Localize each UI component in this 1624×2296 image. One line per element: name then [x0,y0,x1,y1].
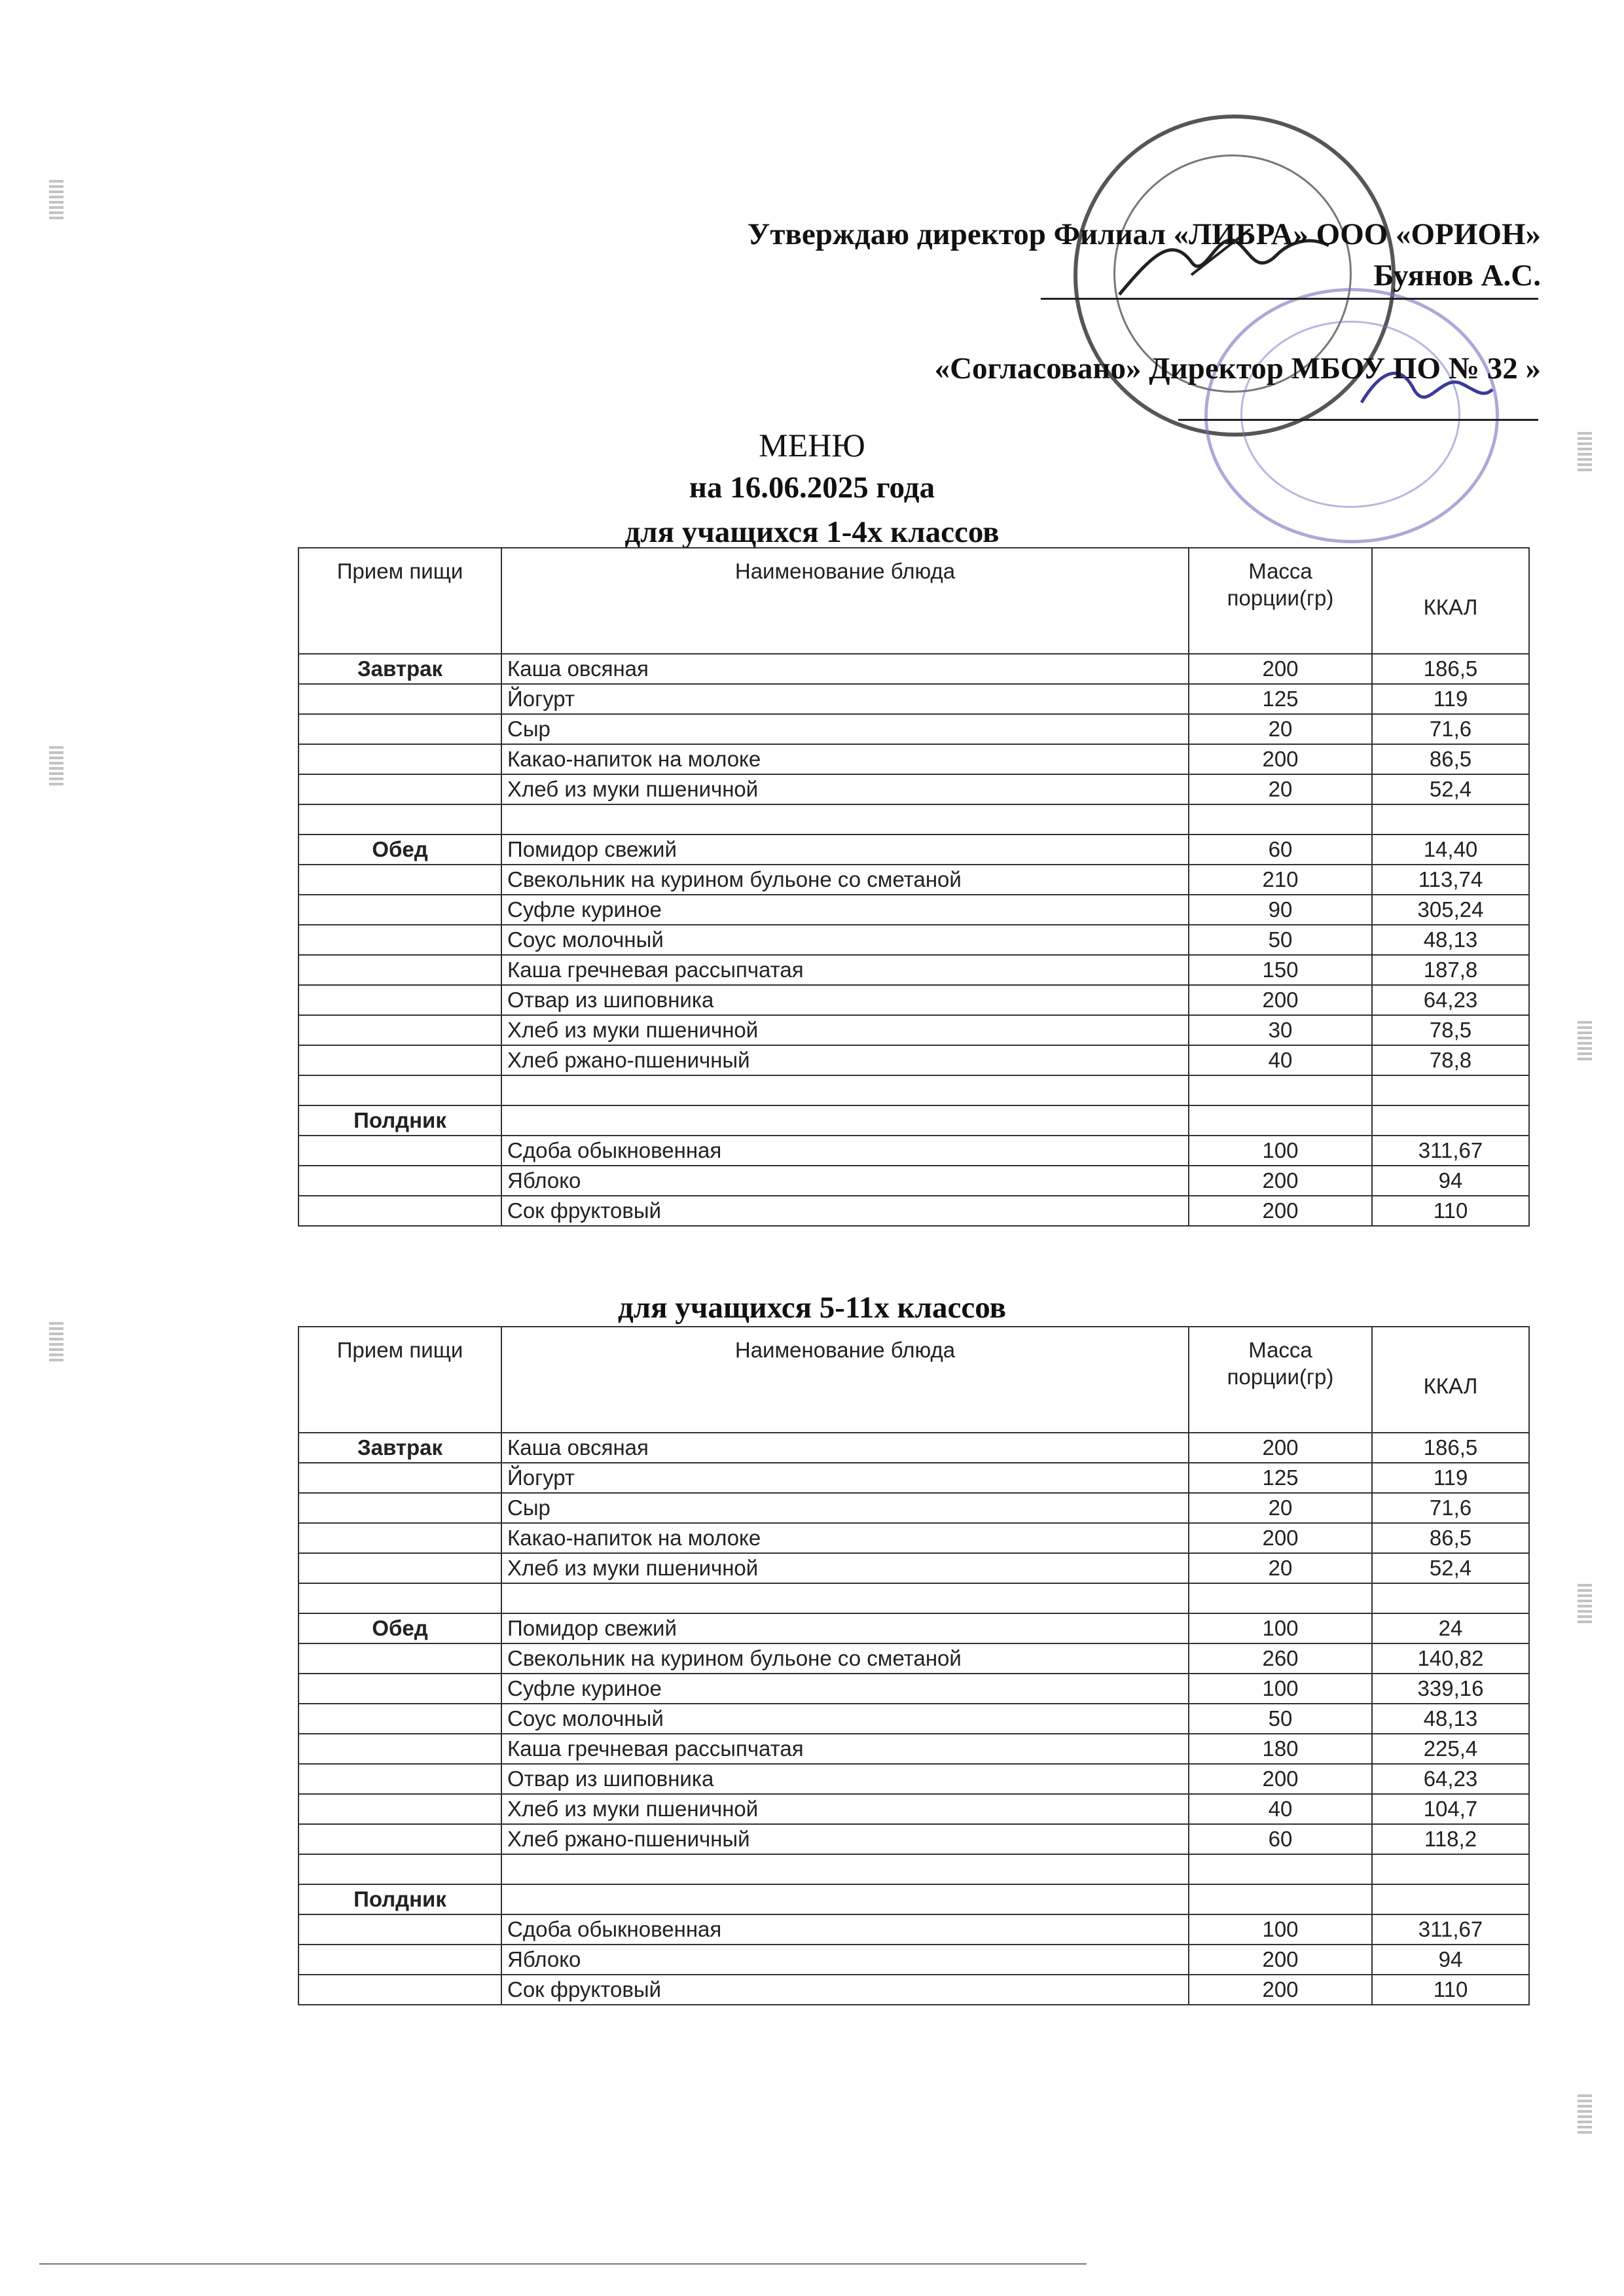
dish-cell: Хлеб ржано-пшеничный [501,1824,1189,1854]
scan-artifact [1578,1021,1592,1060]
portion-cell [1189,1075,1372,1105]
meal-cell [298,1553,501,1583]
kcal-cell: 305,24 [1372,895,1529,925]
table-row [298,1075,1529,1105]
kcal-cell: 86,5 [1372,1523,1529,1553]
scan-artifact [49,1322,63,1361]
kcal-cell: 186,5 [1372,1433,1529,1463]
portion-cell: 200 [1189,1196,1372,1226]
dish-cell: Сдоба обыкновенная [501,1914,1189,1945]
table-row [298,1643,1529,1674]
dish-cell: Каша гречневая рассыпчатая [501,955,1189,985]
portion-cell: 150 [1189,955,1372,985]
section-title-grades-5-11: для учащихся 5-11х классов [618,1291,1006,1325]
portion-cell: 60 [1189,1824,1372,1854]
table-row [298,1583,1529,1613]
portion-cell: 260 [1189,1643,1372,1674]
kcal-cell: 119 [1372,684,1529,714]
portion-cell: 200 [1189,1945,1372,1975]
portion-cell: 100 [1189,1914,1372,1945]
menu-title: МЕНЮ [759,427,865,463]
portion-cell [1189,1854,1372,1884]
kcal-cell: 113,74 [1372,865,1529,895]
table-row [298,1553,1529,1583]
portion-cell: 100 [1189,1674,1372,1704]
scan-artifact [1578,2094,1592,2134]
kcal-cell [1372,1583,1529,1613]
kcal-cell: 110 [1372,1196,1529,1226]
meal-cell: Завтрак [298,654,501,684]
dish-cell [501,1105,1189,1136]
meal-cell [298,1463,501,1493]
kcal-cell: 52,4 [1372,1553,1529,1583]
table-row [298,955,1529,985]
table-row [298,1945,1529,1975]
dish-cell: Соус молочный [501,925,1189,955]
dish-cell: Яблоко [501,1945,1189,1975]
dish-cell: Сдоба обыкновенная [501,1136,1189,1166]
kcal-cell: 140,82 [1372,1643,1529,1674]
page-footer-line [39,2263,1087,2265]
meal-cell [298,744,501,774]
table-row [298,1704,1529,1734]
dish-cell: Свекольник на курином бульоне со сметаной [501,865,1189,895]
portion-cell: 50 [1189,925,1372,955]
kcal-cell: 78,5 [1372,1015,1529,1045]
dish-cell: Йогурт [501,1463,1189,1493]
dish-cell: Каша гречневая рассыпчатая [501,1734,1189,1764]
approval-line: Утверждаю директор Филиал «ЛИБРА» ООО «ОРИОН» [747,217,1541,251]
column-header-portion: Масса порции(гр) [1189,548,1372,654]
dish-cell: Отвар из шиповника [501,1764,1189,1794]
meal-cell [298,1196,501,1226]
table-row [298,1166,1529,1196]
meal-cell [298,1945,501,1975]
dish-cell: Соус молочный [501,1704,1189,1734]
table-row [298,1105,1529,1136]
portion-cell: 90 [1189,895,1372,925]
kcal-cell: 311,67 [1372,1914,1529,1945]
kcal-cell: 71,6 [1372,714,1529,744]
kcal-cell: 187,8 [1372,955,1529,985]
dish-cell: Сок фруктовый [501,1975,1189,2005]
dish-cell: Хлеб из муки пшеничной [501,1553,1189,1583]
kcal-cell: 311,67 [1372,1136,1529,1166]
portion-cell: 125 [1189,1463,1372,1493]
dish-cell: Хлеб из муки пшеничной [501,774,1189,804]
kcal-cell [1372,804,1529,834]
portion-cell: 210 [1189,865,1372,895]
portion-cell [1189,1105,1372,1136]
column-header-meal: Прием пищи [298,1327,501,1433]
dish-cell [501,804,1189,834]
table-row [298,1884,1529,1914]
dish-cell [501,1075,1189,1105]
table-row [298,985,1529,1015]
menu-table-body [298,654,1529,1226]
table-row [298,925,1529,955]
portion-cell: 200 [1189,1764,1372,1794]
table-row [298,1196,1529,1226]
kcal-cell: 104,7 [1372,1794,1529,1824]
meal-cell [298,1166,501,1196]
portion-cell: 20 [1189,714,1372,744]
meal-cell [298,865,501,895]
portion-cell [1189,804,1372,834]
kcal-cell: 64,23 [1372,985,1529,1015]
kcal-cell: 48,13 [1372,925,1529,955]
meal-cell [298,1824,501,1854]
table-row [298,1433,1529,1463]
kcal-cell [1372,1075,1529,1105]
menu-table-grades-5-11 [298,1326,1530,2005]
section-title-grades-1-4: для учащихся 1-4х классов [624,515,1000,549]
meal-cell [298,804,501,834]
director-name: Буянов А.С. [1373,259,1541,293]
meal-cell [298,774,501,804]
menu-table-grades-1-4 [298,547,1530,1227]
dish-cell [501,1884,1189,1914]
meal-cell [298,1674,501,1704]
portion-cell: 200 [1189,985,1372,1015]
portion-cell: 20 [1189,1493,1372,1523]
kcal-cell [1372,1884,1529,1914]
portion-cell: 125 [1189,684,1372,714]
column-header-kcal: ККАЛ [1372,1327,1529,1433]
dish-cell: Помидор свежий [501,1613,1189,1643]
meal-cell [298,1794,501,1824]
portion-cell: 100 [1189,1613,1372,1643]
meal-cell [298,925,501,955]
dish-cell: Суфле куриное [501,1674,1189,1704]
kcal-cell: 186,5 [1372,654,1529,684]
dish-cell: Каша овсяная [501,1433,1189,1463]
table-row [298,714,1529,744]
table-row [298,774,1529,804]
meal-cell: Полдник [298,1884,501,1914]
meal-cell: Полдник [298,1105,501,1136]
table-row [298,1975,1529,2005]
table-row [298,1674,1529,1704]
meal-cell [298,1493,501,1523]
meal-cell [298,1015,501,1045]
kcal-cell: 118,2 [1372,1824,1529,1854]
table-row [298,834,1529,865]
dish-cell: Свекольник на курином бульоне со сметаной [501,1643,1189,1674]
portion-cell: 50 [1189,1704,1372,1734]
table-row [298,895,1529,925]
kcal-cell: 225,4 [1372,1734,1529,1764]
meal-cell [298,1975,501,2005]
menu-table-body [298,1433,1529,2005]
table-row [298,1824,1529,1854]
kcal-cell: 110 [1372,1975,1529,2005]
meal-cell [298,955,501,985]
meal-cell [298,714,501,744]
table-row [298,744,1529,774]
meal-cell [298,1136,501,1166]
kcal-cell [1372,1105,1529,1136]
portion-cell: 200 [1189,654,1372,684]
meal-cell: Обед [298,1613,501,1643]
scan-artifact [49,180,63,219]
kcal-cell: 64,23 [1372,1764,1529,1794]
portion-cell [1189,1583,1372,1613]
dish-cell: Сок фруктовый [501,1196,1189,1226]
dish-cell: Хлеб ржано-пшеничный [501,1045,1189,1075]
dish-cell: Хлеб из муки пшеничной [501,1015,1189,1045]
table-row [298,654,1529,684]
meal-cell [298,1914,501,1945]
portion-cell: 200 [1189,744,1372,774]
table-row [298,1914,1529,1945]
meal-cell [298,1704,501,1734]
dish-cell: Суфле куриное [501,895,1189,925]
meal-cell [298,684,501,714]
kcal-cell: 94 [1372,1166,1529,1196]
signature-line [1041,298,1538,300]
meal-cell [298,1045,501,1075]
portion-cell: 100 [1189,1136,1372,1166]
dish-cell: Каша овсяная [501,654,1189,684]
portion-cell: 200 [1189,1975,1372,2005]
meal-cell [298,1583,501,1613]
kcal-cell: 48,13 [1372,1704,1529,1734]
meal-cell [298,1764,501,1794]
meal-cell [298,1523,501,1553]
dish-cell [501,1854,1189,1884]
kcal-cell: 86,5 [1372,744,1529,774]
table-row [298,1493,1529,1523]
kcal-cell: 119 [1372,1463,1529,1493]
kcal-cell: 339,16 [1372,1674,1529,1704]
table-row [298,1764,1529,1794]
dish-cell: Сыр [501,714,1189,744]
agreed-line: «Согласовано» Директор МБОУ ПО № 32 » [934,351,1541,386]
portion-cell: 20 [1189,1553,1372,1583]
meal-cell: Обед [298,834,501,865]
portion-cell: 30 [1189,1015,1372,1045]
table-row [298,1794,1529,1824]
dish-cell: Отвар из шиповника [501,985,1189,1015]
dish-cell: Помидор свежий [501,834,1189,865]
portion-cell: 180 [1189,1734,1372,1764]
kcal-cell: 71,6 [1372,1493,1529,1523]
column-header-dish: Наименование блюда [501,548,1189,654]
portion-cell: 200 [1189,1433,1372,1463]
dish-cell: Йогурт [501,684,1189,714]
kcal-cell: 24 [1372,1613,1529,1643]
meal-cell [298,1734,501,1764]
menu-date: на 16.06.2025 года [689,471,935,505]
portion-cell: 60 [1189,834,1372,865]
scan-artifact [1578,1584,1592,1623]
portion-cell: 40 [1189,1794,1372,1824]
meal-cell [298,1643,501,1674]
kcal-cell: 52,4 [1372,774,1529,804]
table-row [298,1463,1529,1493]
table-row [298,1015,1529,1045]
column-header-kcal: ККАЛ [1372,548,1529,654]
portion-cell: 200 [1189,1166,1372,1196]
column-header-meal: Прием пищи [298,548,501,654]
table-row [298,1045,1529,1075]
dish-cell: Какао-напиток на молоке [501,744,1189,774]
column-header-dish: Наименование блюда [501,1327,1189,1433]
kcal-cell: 78,8 [1372,1045,1529,1075]
dish-cell: Хлеб из муки пшеничной [501,1794,1189,1824]
meal-cell [298,1854,501,1884]
dish-cell [501,1583,1189,1613]
dish-cell: Яблоко [501,1166,1189,1196]
meal-cell [298,1075,501,1105]
table-row [298,1136,1529,1166]
table-row [298,804,1529,834]
dish-cell: Какао-напиток на молоке [501,1523,1189,1553]
column-header-portion: Масса порции(гр) [1189,1327,1372,1433]
portion-cell: 200 [1189,1523,1372,1553]
portion-cell: 40 [1189,1045,1372,1075]
meal-cell [298,985,501,1015]
table-row [298,684,1529,714]
meal-cell: Завтрак [298,1433,501,1463]
dish-cell: Сыр [501,1493,1189,1523]
signature-line [1178,419,1538,421]
kcal-cell: 94 [1372,1945,1529,1975]
table-row [298,1854,1529,1884]
table-row [298,1734,1529,1764]
meal-cell [298,895,501,925]
kcal-cell: 14,40 [1372,834,1529,865]
table-row [298,865,1529,895]
portion-cell [1189,1884,1372,1914]
table-row [298,1613,1529,1643]
scan-artifact [49,746,63,785]
table-row [298,1523,1529,1553]
portion-cell: 20 [1189,774,1372,804]
kcal-cell [1372,1854,1529,1884]
